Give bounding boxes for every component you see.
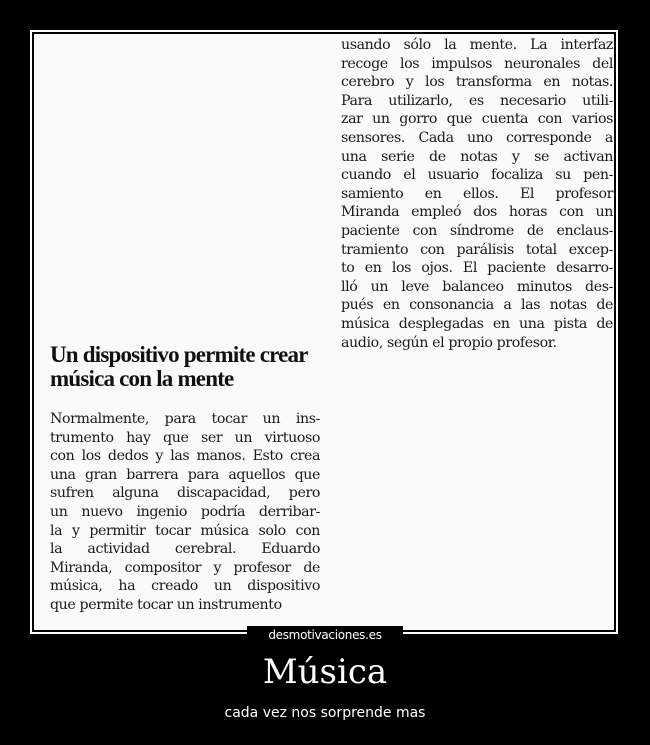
article-line: trumento hay que ser un virtuoso bbox=[50, 429, 320, 446]
right-column bbox=[341, 36, 613, 352]
article-line: música desplegadas en una pista de bbox=[341, 315, 613, 332]
article-line: cuando el usuario focaliza su pen- bbox=[341, 167, 613, 184]
article-line: tramiento con parálisis total excep- bbox=[341, 241, 613, 258]
article-line: samiento en ellos. El profesor bbox=[341, 185, 613, 202]
article-line: Para utilizarlo, es necesario utili- bbox=[341, 92, 613, 109]
article-line: un nuevo ingenio podría derribar- bbox=[50, 503, 320, 520]
article-line: Miranda, compositor y profesor de bbox=[50, 559, 320, 576]
article-line: usando sólo la mente. La interfaz bbox=[341, 37, 613, 53]
article-line: Normalmente, para tocar un ins- bbox=[50, 411, 320, 427]
article-line: que permite tocar un instrumento bbox=[50, 596, 282, 613]
article-line: recoge los impulsos neuronales del bbox=[341, 55, 613, 72]
article-line: paciente con síndrome de enclaus- bbox=[341, 222, 613, 239]
watermark[interactable]: desmotivaciones.es bbox=[247, 626, 403, 644]
article-line: to en los ojos. El paciente desarro- bbox=[341, 260, 613, 277]
article-line: pués en consonancia a las notas de bbox=[341, 297, 613, 314]
article-line: música, ha creado un dispositivo bbox=[50, 578, 320, 595]
article-line: sensores. Cada uno corresponde a bbox=[341, 129, 613, 146]
article-line: sufren alguna discapacidad, pero bbox=[50, 485, 320, 502]
left-column bbox=[50, 343, 320, 615]
article-line: con los dedos y las manos. Esto crea bbox=[50, 448, 320, 465]
article-line: audio, según el propio profesor. bbox=[341, 334, 557, 351]
article-line: la actividad cerebral. Eduardo bbox=[50, 541, 320, 558]
article-line: una serie de notas y se activan bbox=[341, 148, 613, 165]
poster-title: Música bbox=[262, 652, 388, 692]
article-line: Miranda empleó dos horas con un bbox=[341, 204, 613, 221]
article-line: zar un gorro que cuenta con varios bbox=[341, 111, 613, 128]
article-line: una gran barrera para aquellos que bbox=[50, 466, 320, 483]
headline-line-2: música con la mente bbox=[50, 366, 234, 391]
headline-line-1: Un dispositivo permite crear bbox=[50, 342, 308, 367]
article-line: lló un leve balanceo minutos des- bbox=[341, 278, 613, 295]
poster-subtitle: cada vez nos sorprende mas bbox=[224, 705, 426, 721]
article-line: la y permitir tocar música solo con bbox=[50, 522, 320, 539]
article-line: cerebro y los transforma en notas. bbox=[341, 74, 613, 91]
